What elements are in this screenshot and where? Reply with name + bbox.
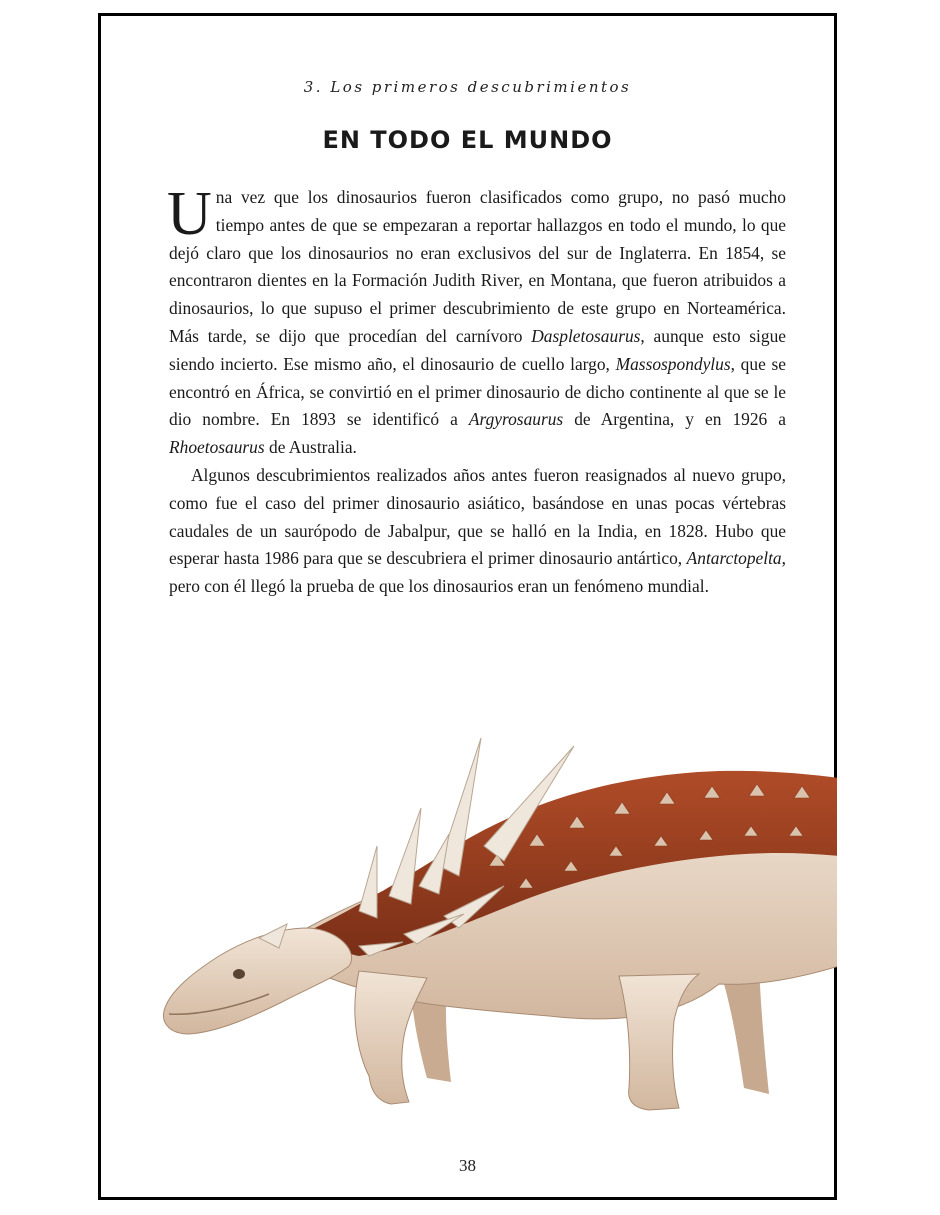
rear-far-leg [719, 966, 769, 1094]
species-name-argyrosaurus: Argyrosaurus [468, 409, 564, 430]
species-name-rhoetosaurus: Rhoetosaurus [169, 437, 265, 458]
page-number: 38 [459, 1156, 476, 1175]
species-name-daspletosaurus: Daspletosaurus [531, 325, 641, 346]
chapter-heading: 3. Los primeros descubrimientos [303, 78, 632, 96]
paragraph-2-text-2: , pero con él llegó la prueba de que los dinosaurios eran un fenómeno mundial. [169, 548, 786, 597]
paragraph-1-text-3: , que se encontró en África, se convirtió en el primer dinosaurio de dicho continente al que se le dio nombre. En 1893 se identificó a [169, 353, 786, 430]
eye [233, 969, 245, 979]
species-name-antarctopelta: Antarctopelta [686, 548, 782, 569]
front-near-leg [355, 971, 427, 1104]
species-name-massospondylus: Massospondylus [615, 353, 731, 374]
book-page [98, 13, 837, 1200]
armored-dinosaur-illustration [159, 716, 837, 1136]
paragraph-1-text-1: na vez que los dinosaurios fueron clasificados como grupo, no pasó mucho tiempo antes de que se empezaran a reportar hallazgos en todo el mundo, lo que dejó claro que los dinosaurios no eran exclusivos del sur de Inglaterra. En 1854, se encontraron dientes en la Formación Judith River, en Montana, que fueron atribuidos a dinosaurios, lo que supuso el primer descubrimiento de este grupo en Norteamérica. Más tarde, se dijo que procedían del carnívoro [169, 187, 786, 346]
drop-cap: U [167, 180, 212, 248]
paragraph-1-text-5: de Australia. [264, 437, 357, 458]
paragraph-1-text-4: de Argentina, y en 1926 a [563, 409, 786, 430]
paragraph-2-text-1: Algunos descubrimientos realizados años antes fueron reasignados al nuevo grupo, como fue el caso del primer dinosaurio asiático, basándose en unas pocas vértebras caudales de un saurópodo de Jabalpur, que se halló en la India, en 1828. Hubo que esperar hasta 1986 para que se descubriera el primer dinosaurio antártico, [169, 464, 786, 569]
paragraph-1-text-2: , aunque esto sigue siendo incierto. Ese mismo año, el dinosaurio de cuello largo, [169, 325, 786, 374]
body-text [167, 180, 786, 601]
paragraph-1 [167, 180, 786, 462]
paragraph-2 [169, 462, 786, 601]
head [163, 928, 351, 1034]
page-title: EN TODO EL MUNDO [322, 126, 613, 154]
